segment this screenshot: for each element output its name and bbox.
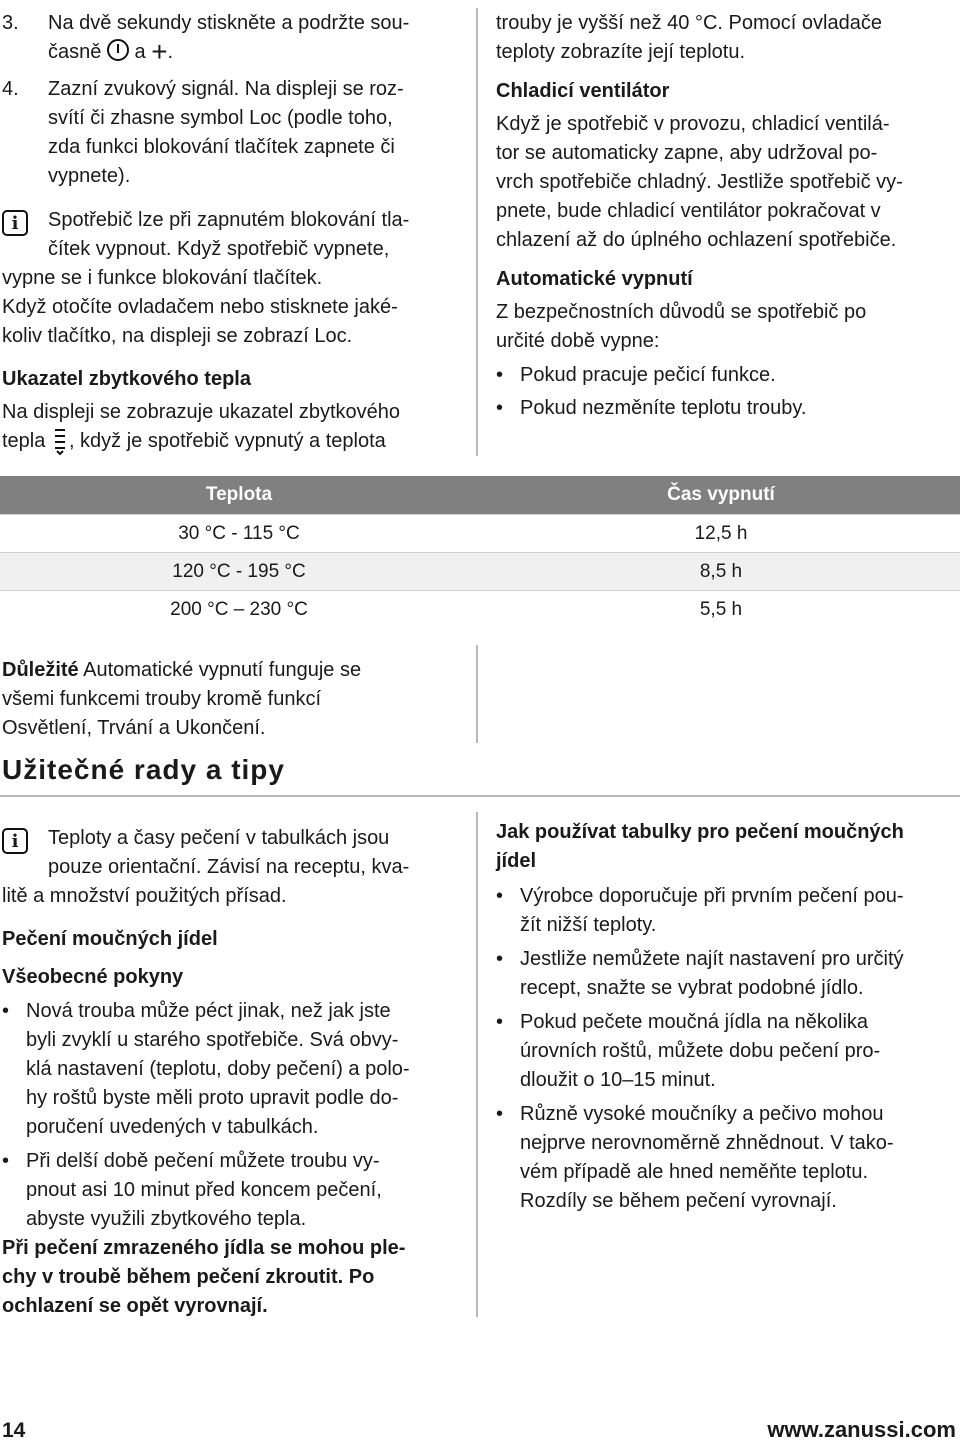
list-line: recept, snažte se vybrat podobné jídlo. [520,977,864,999]
list-item [2,997,464,1142]
info-icon: i [2,828,28,854]
auto-line: Z bezpečnostních důvodů se spotřebič po [496,301,867,323]
list-line: žít nižší teploty. [520,914,657,936]
list-line: abyste využili zbytkového tepla. [26,1208,307,1230]
residual-heat-text [2,398,462,456]
step-3-text-d: . [167,41,174,63]
heading-line: Jak používat tabulky pro pečení moučných [496,821,904,843]
table-cell: 120 °C - 195 °C [0,553,478,591]
info-line: pouze orientační. Závisí na receptu, kva- [48,856,410,878]
list-line: dloužit o 10–15 minut. [520,1069,716,1091]
column-divider-middle [476,645,478,743]
list-line: Při delší době pečení můžete troubu vy- [26,1150,380,1172]
auto-line: určité době vypne: [496,330,660,352]
residual-line-2a: tepla [2,430,46,452]
table-cell: 5,5 h [482,591,960,629]
list-line: Nová trouba může péct jinak, než jak jste [26,1000,391,1022]
fan-line: tor se automaticky zapne, aby udržoval po- [496,142,878,164]
tables-usage-heading [496,818,958,876]
auto-off-list [496,361,956,423]
step-4 [2,75,462,191]
right-bottom-column [496,818,958,1216]
section-rule [0,795,960,797]
fan-line: pnete, bude chladicí ventilátor pokračovat v [496,200,881,222]
right-top-column [496,9,956,423]
list-line: nejprve nerovnoměrně zhnědnout. V tako- [520,1132,894,1154]
list-line: vém případě ale hned neměňte teplotu. [520,1161,869,1183]
power-icon [107,39,129,61]
column-divider-top [476,8,478,456]
list-line: Pokud pečete moučná jídla na několika [520,1011,869,1033]
right-intro-line: teploty zobrazíte její teplotu. [496,41,746,63]
important-line: všemi funkcemi trouby kromě funkcí [2,688,321,710]
info-line: čítek vypnout. Když spotřebič vypnete, [48,238,390,260]
right-intro-line: trouby je vyšší než 40 °C. Pomocí ovladače [496,12,882,34]
info-line: koliv tlačítko, na displeji se zobrazí Loc. [2,325,353,347]
list-item: • Pokud nezměníte teplotu trouby. [496,394,956,423]
list-item [496,882,958,940]
step-3-text: Na dvě sekundy stiskněte a podržte sou- [48,12,410,34]
important-line: Automatické vypnutí funguje se [78,659,362,681]
auto-off-table [0,476,960,628]
frozen-food-note [2,1234,464,1321]
plus-icon: + [151,36,168,67]
info-line: Když otočíte ovladačem nebo stisknete jaké- [2,296,398,318]
right-intro [496,9,956,67]
residual-heat-heading: Ukazatel zbytkového tepla [2,368,251,390]
table-header-temperature: Teplota [0,476,478,515]
step-4-line: vypnete). [48,165,131,187]
general-heading: Všeobecné pokyny [2,966,184,988]
page-number: 14 [2,1419,26,1442]
important-note [2,656,462,743]
list-line: byli zvyklí u starého spotřebiče. Svá obvy- [26,1029,399,1051]
info-line: vypne se i funkce blokování tlačítek. [2,267,323,289]
table-row [0,591,960,629]
list-line: Jestliže nemůžete najít nastavení pro určitý [520,948,904,970]
residual-line-1: Na displeji se zobrazuje ukazatel zbytkového [2,401,400,423]
list-line: hy roštů byste měli proto upravit podle do- [26,1087,399,1109]
note-line: ochlazení se opět vyrovnají. [2,1295,268,1317]
fan-line: Když je spotřebič v provozu, chladicí ventilá- [496,113,890,135]
step-4-line: Zazní zvukový signál. Na displeji se roz- [48,78,404,100]
auto-off-text [496,298,956,356]
note-line: Při pečení zmrazeného jídla se mohou ple- [2,1237,406,1259]
step-4-line: zda funkci blokování tlačítek zapnete či [48,136,395,158]
fan-line: chlazení až do úplného ochlazení spotřebiče. [496,229,897,251]
info-line: Spotřebič lze při zapnutém blokování tla- [48,209,410,231]
list-line: klá nastavení (teplotu, doby pečení) a polo- [26,1058,410,1080]
fan-line: vrch spotřebiče chladný. Jestliže spotřebič vy- [496,171,903,193]
step-4-number: 4. [2,78,19,100]
list-line: Různě vysoké moučníky a pečivo mohou [520,1103,884,1125]
step-3 [2,9,462,67]
info-line: litě a množství použitých přísad. [2,885,287,907]
cooling-fan-text [496,110,956,255]
info-note-tips [2,824,464,911]
list-item [496,1008,958,1095]
column-divider-bottom [476,812,478,1317]
important-label: Důležité [2,659,79,681]
left-top-column [2,9,462,456]
list-item [496,945,958,1003]
list-line: úrovních roštů, můžete dobu pečení pro- [520,1040,881,1062]
table-cell: 8,5 h [482,553,960,591]
table-cell: 30 °C - 115 °C [0,515,478,553]
list-line: poručení uvedených v tabulkách. [26,1116,319,1138]
table-row [0,553,960,591]
section-title: Užitečné rady a tipy [2,754,285,785]
list-line: Rozdíly se během pečení vyrovnají. [520,1190,837,1212]
table-cell: 12,5 h [482,515,960,553]
info-note-lock [2,206,462,351]
residual-heat-icon [51,427,69,455]
step-3-text-c: a [134,41,146,63]
auto-off-heading: Automatické vypnutí [496,268,693,290]
important-line: Osvětlení, Trvání a Ukončení. [2,717,266,739]
list-item [496,1100,958,1216]
general-list [2,997,464,1234]
list-item: • Pokud pracuje pečicí funkce. [496,361,956,390]
heading-line: jídel [496,850,537,872]
cooling-fan-heading: Chladicí ventilátor [496,80,670,102]
info-line: Teploty a časy pečení v tabulkách jsou [48,827,390,849]
left-bottom-column [2,824,464,1321]
step-4-line: svítí či zhasne symbol Loc (podle toho, [48,107,393,129]
website-link[interactable]: www.zanussi.com [767,1417,956,1442]
table-cell: 200 °C – 230 °C [0,591,478,629]
tables-usage-list [496,882,958,1216]
list-line: pnout asi 10 minut před koncem pečení, [26,1179,382,1201]
residual-line-2b: , když je spotřebič vypnutý a teplota [68,430,386,452]
baking-heading: Pečení moučných jídel [2,928,218,950]
step-3-number: 3. [2,12,19,34]
list-line: Výrobce doporučuje při prvním pečení pou- [520,885,904,907]
list-item [2,1147,464,1234]
note-line: chy v troubě během pečení zkroutit. Po [2,1266,375,1288]
table-row [0,515,960,553]
info-icon: i [2,210,28,236]
step-3-text-b: časně [48,41,102,63]
table-header-time: Čas vypnutí [482,476,960,515]
